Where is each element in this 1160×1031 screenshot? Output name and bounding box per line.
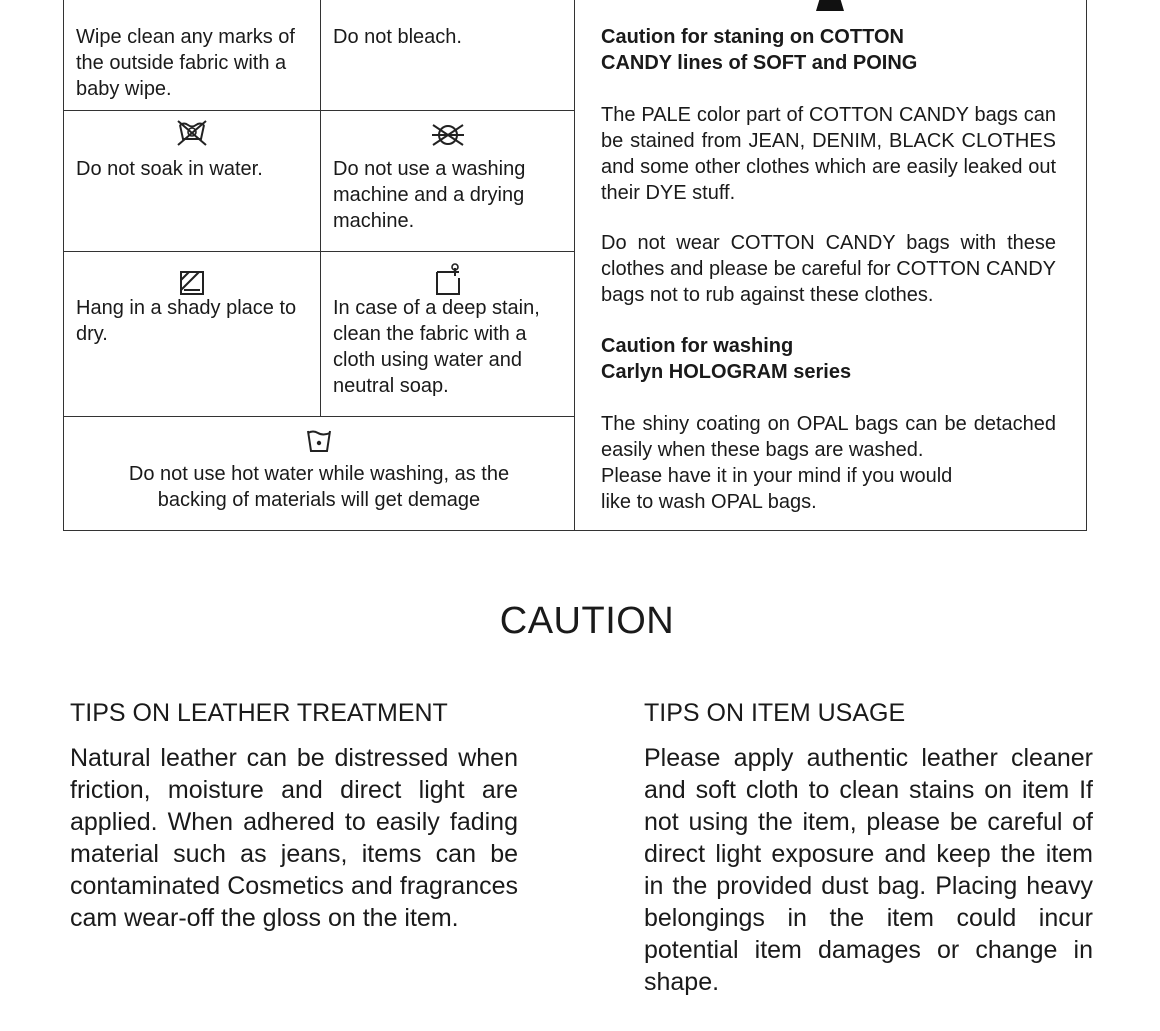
care-text-wipe: Wipe clean any marks of the outside fabric with a baby wipe. xyxy=(76,26,295,100)
hologram-paragraph-line1: The shiny coating on OPAL bags can be detached easily when these bags are washed. xyxy=(601,413,1056,461)
care-row-soak-machine xyxy=(64,111,574,252)
cotton-candy-paragraph-1: The PALE color part of COTTON CANDY bags can be stained from JEAN, DENIM, BLACK CLOTHES and some other clothes which are easily leaked out their DYE stuff. xyxy=(601,104,1056,204)
usage-tips-body: Please apply authentic leather cleaner and soft cloth to clean stains on item If not using the item, please be careful of direct light exposure and keep the item in the provided dust bag. Placing heavy belongings in the item could incur potential item damages or change in shape. xyxy=(644,744,1093,996)
shade-dry-icon xyxy=(178,270,206,296)
cotton-candy-heading xyxy=(601,24,1056,76)
leather-tips-heading: TIPS ON LEATHER TREATMENT xyxy=(70,699,448,727)
care-cell-shade-dry xyxy=(64,252,321,416)
no-bleach-icon xyxy=(428,0,468,4)
care-row-dry-stain xyxy=(64,252,574,417)
leather-tips-section xyxy=(70,698,518,934)
care-instructions-table xyxy=(63,0,1087,531)
warning-triangle-icon xyxy=(808,0,852,16)
care-cell-no-bleach xyxy=(321,0,574,110)
care-row-hot-water xyxy=(64,417,574,532)
care-text-hot-water-line1: Do not use hot water while washing, as the xyxy=(128,463,510,485)
care-cell-no-machine xyxy=(321,111,574,251)
hologram-paragraph xyxy=(601,411,1056,515)
cotton-candy-heading-line1: Caution for staning on COTTON xyxy=(601,26,904,48)
care-text-deep-stain: In case of a deep stain, clean the fabric with a cloth using water and neutral soap. xyxy=(333,297,540,397)
care-cell-wipe xyxy=(64,0,321,110)
hand-wipe-icon xyxy=(172,0,212,3)
cotton-candy-paragraph-2: Do not wear COTTON CANDY bags with these clothes and please be careful for COTTON CANDY bags not to rub against these clothes. xyxy=(601,232,1056,306)
care-text-no-bleach: Do not bleach. xyxy=(333,26,462,48)
care-text-shade-dry: Hang in a shady place to dry. xyxy=(76,297,297,345)
care-cell-deep-stain xyxy=(321,252,574,416)
leather-tips-body: Natural leather can be distressed when friction, moisture and direct light are applied. When adhered to easily fading material such as jeans, items can be contaminated Cosmetics and fragrances cam wear-off the gloss on the item. xyxy=(70,744,518,932)
cotton-candy-heading-line2: CANDY lines of SOFT and POING xyxy=(601,52,918,74)
care-text-no-soak: Do not soak in water. xyxy=(76,158,263,180)
care-symbol-grid xyxy=(64,0,575,530)
warnings-panel xyxy=(574,0,1086,530)
care-text-hot-water xyxy=(64,461,574,513)
no-soak-icon xyxy=(174,119,210,147)
care-cell-hot-water xyxy=(64,417,574,532)
hologram-heading-line1: Caution for washing xyxy=(601,335,794,357)
hologram-heading-line2: Carlyn HOLOGRAM series xyxy=(601,361,852,383)
care-text-hot-water-line2: backing of materials will get demage xyxy=(157,489,481,511)
care-cell-no-soak xyxy=(64,111,321,251)
hologram-heading xyxy=(601,333,1056,385)
care-row-wipe-bleach xyxy=(64,0,574,111)
hologram-paragraph-line3: like to wash OPAL bags. xyxy=(601,491,817,513)
hologram-paragraph-line2: Please have it in your mind if you would xyxy=(601,465,953,487)
no-machine-wash-dry-icon xyxy=(429,121,467,149)
low-temp-wash-icon xyxy=(304,427,334,455)
drip-dry-icon xyxy=(431,262,465,296)
usage-tips-heading: TIPS ON ITEM USAGE xyxy=(644,699,906,727)
care-text-no-machine: Do not use a washing machine and a drying machine. xyxy=(333,158,526,232)
caution-title: CAUTION xyxy=(499,600,675,642)
usage-tips-section xyxy=(644,698,1093,998)
